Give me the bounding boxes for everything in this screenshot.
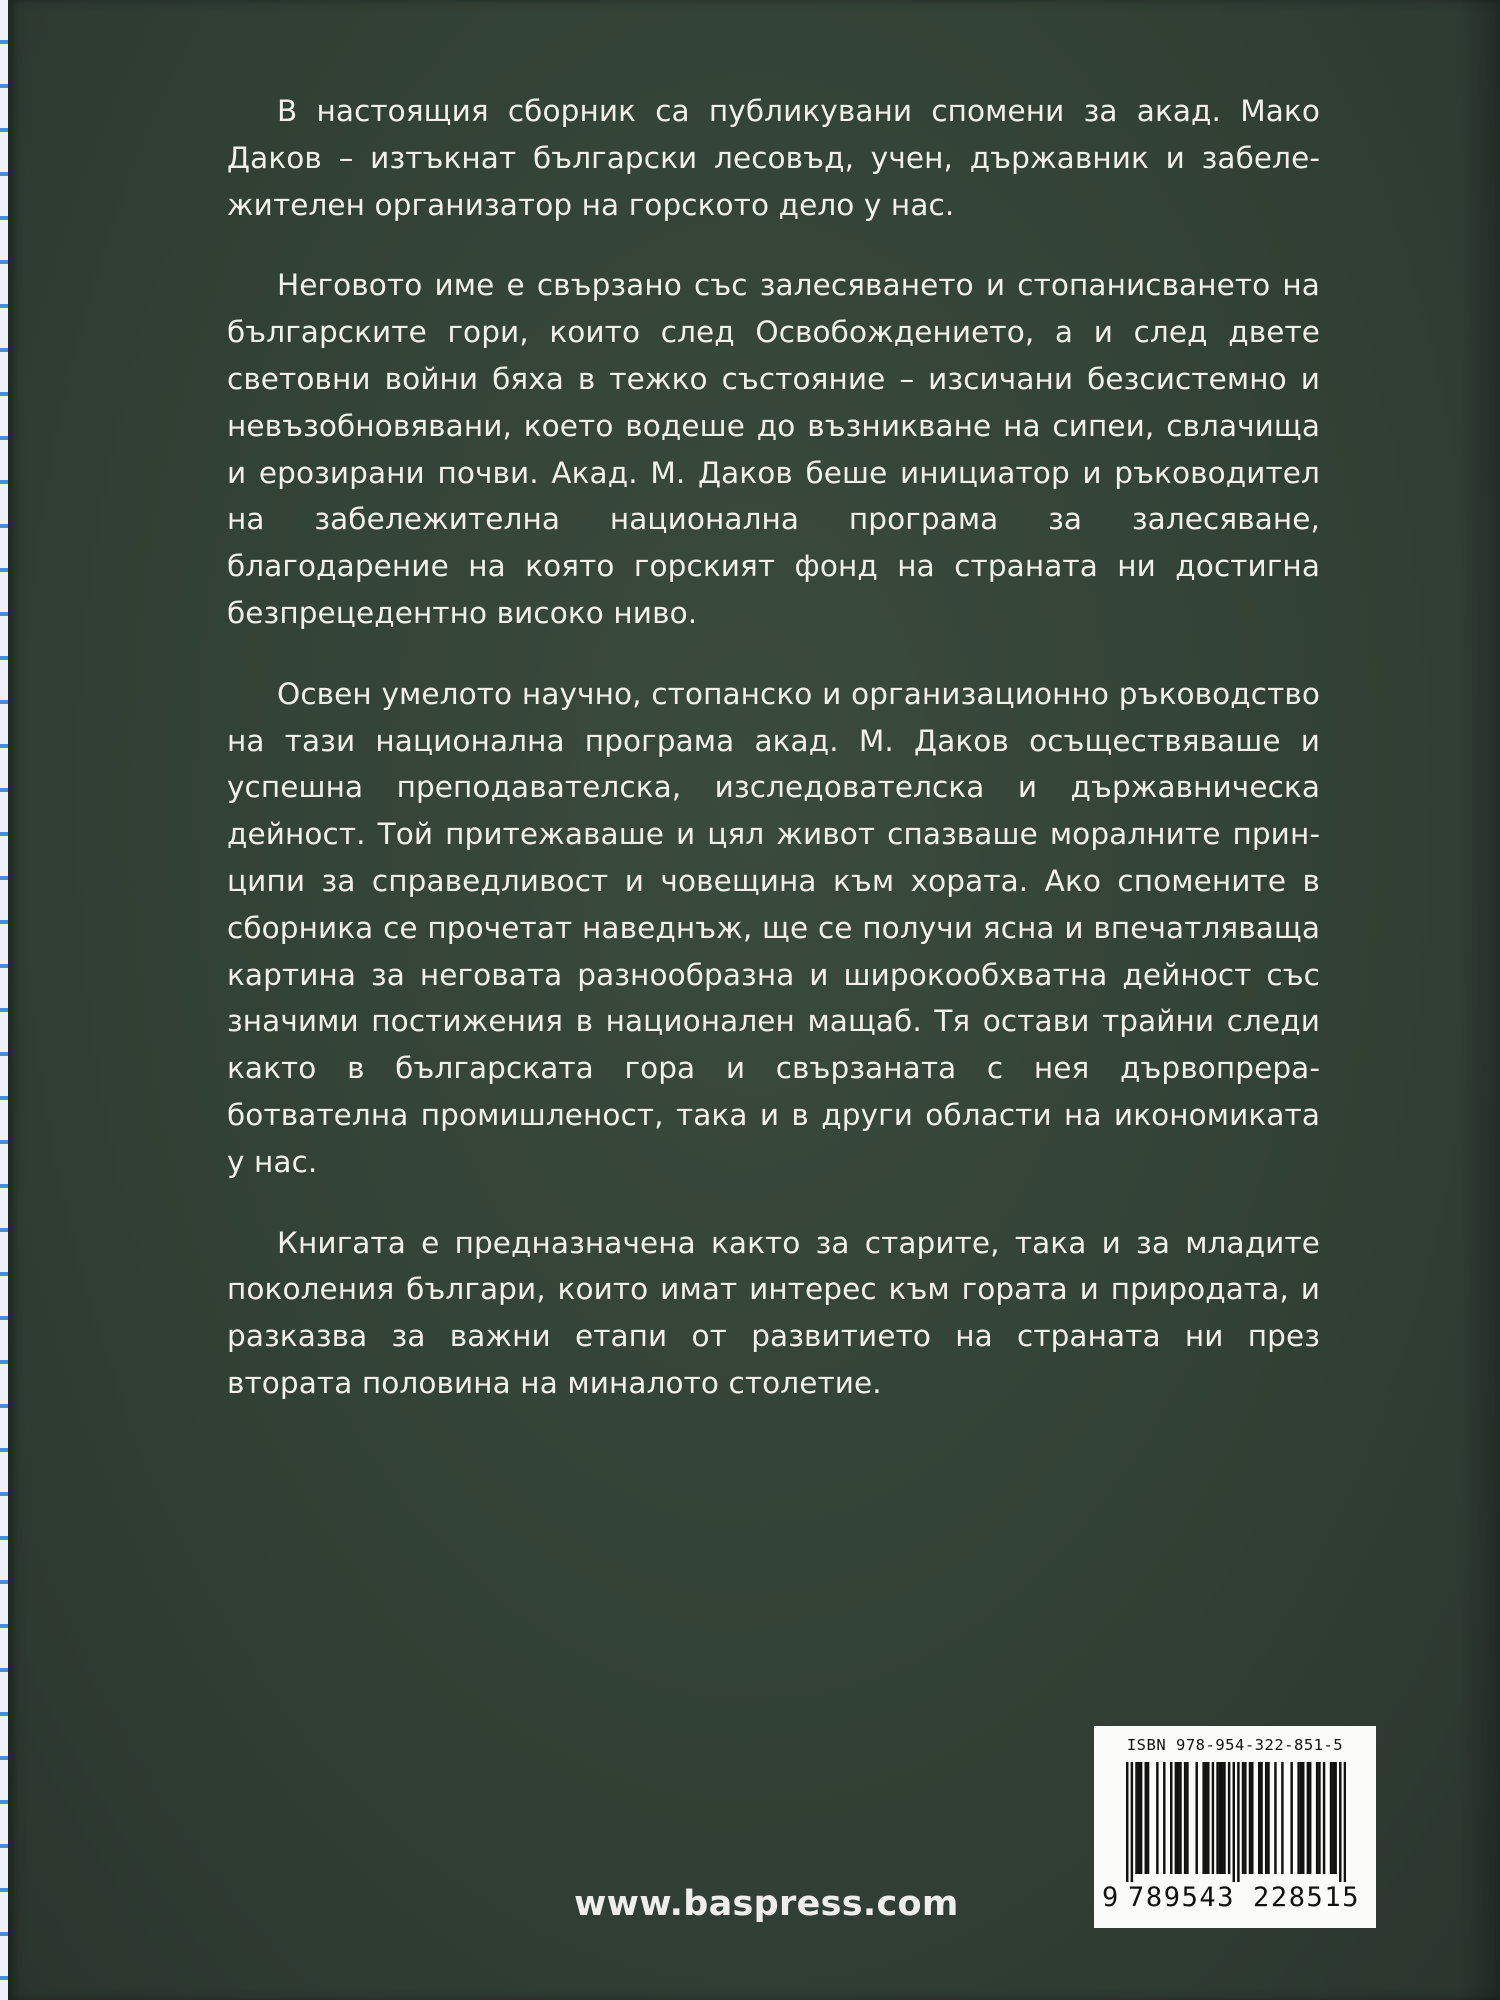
- barcode-digit-groups: 789543 228515: [1128, 1882, 1361, 1913]
- barcode-bar: [1131, 1762, 1133, 1882]
- barcode-bar: [1244, 1762, 1246, 1874]
- barcode-bar: [1212, 1762, 1214, 1874]
- barcode-bar: [1339, 1762, 1341, 1882]
- barcode-bar: [1145, 1762, 1147, 1874]
- cover-shadow: [1460, 0, 1500, 2000]
- barcode-bar: [1323, 1762, 1325, 1874]
- barcode-bar: [1228, 1762, 1230, 1874]
- barcode-bar: [1147, 1762, 1149, 1874]
- barcode-bar: [1309, 1762, 1311, 1874]
- barcode-bar: [1138, 1762, 1140, 1874]
- barcode-bar: [1281, 1762, 1283, 1874]
- paragraph-2: Неговото име е свързано със залесяването и стопанисването на българските гори, които след Освобождението, а и след двете световни войни бяха в тежко състояние – изсичани безсистемно и невъзобновявани, което водеше до възникване на сипеи, свлачища и ерозирани почви. Акад. М. Даков беше инициатор и ръководител на забележителна национална програма за залесяване, благодарение на която горският фонд на страната ни достигна безпрецедентно високо ниво.: [227, 268, 1320, 630]
- barcode-bar: [1186, 1762, 1188, 1874]
- barcode-bar: [1177, 1762, 1179, 1874]
- barcode-bar: [1216, 1762, 1218, 1874]
- barcode-bar: [1307, 1762, 1309, 1874]
- barcode-bar: [1290, 1762, 1292, 1874]
- isbn-barcode: [1094, 1726, 1376, 1928]
- barcode-bar: [1300, 1762, 1302, 1874]
- description-text: [227, 88, 1320, 1441]
- barcode-bar: [1332, 1762, 1334, 1874]
- barcode-bar: [1223, 1762, 1225, 1874]
- barcode-first-digit: 9: [1102, 1882, 1119, 1913]
- barcode-bar: [1242, 1762, 1244, 1874]
- barcode-bar: [1207, 1762, 1209, 1874]
- barcode-bar: [1334, 1762, 1336, 1874]
- paragraph-3: Освен умелото научно, стопанско и организационно ръководство на тази национална програма акад. М. Даков осъществяваше и успешна преподавателска, изследователска и държавническа дейност. Той притежаваше и цял живот спазваше моралните принципи за справедливост и човещина към хората. Ако спомените в сборника се прочетат наведнъж, ще се получи ясна и впечатляваща картина за неговата разнообразна и широкообхватна дейност със значими постижения в национален мащаб. Тя остави трайни следи както в българската гора и свързаната с нея дървопреработвателна промишленост, така и в други области на икономиката у нас.: [227, 676, 1320, 1179]
- barcode-bar: [1274, 1762, 1276, 1874]
- barcode-bar: [1221, 1762, 1223, 1874]
- barcode-bar: [1219, 1762, 1221, 1874]
- barcode-bar: [1195, 1762, 1197, 1874]
- barcode-bar: [1316, 1762, 1318, 1874]
- barcode-bar: [1344, 1762, 1346, 1882]
- barcode-bar: [1175, 1762, 1177, 1874]
- barcode-bar: [1163, 1762, 1165, 1874]
- barcode-bar: [1237, 1762, 1239, 1882]
- barcode-bar: [1302, 1762, 1304, 1874]
- barcode-bar: [1260, 1762, 1262, 1874]
- barcode-bar: [1265, 1762, 1267, 1874]
- barcode-bar: [1251, 1762, 1253, 1874]
- barcode-bar: [1258, 1762, 1260, 1874]
- barcode-bar: [1156, 1762, 1158, 1874]
- barcode-bars: [1126, 1762, 1346, 1882]
- barcode-bar: [1202, 1762, 1204, 1874]
- barcode-bar: [1135, 1762, 1137, 1874]
- barcode-bar: [1184, 1762, 1186, 1874]
- isbn-label: ISBN 978-954-322-851-5: [1126, 1736, 1344, 1754]
- barcode-bar: [1318, 1762, 1320, 1874]
- barcode-bar: [1205, 1762, 1207, 1874]
- barcode-bar: [1297, 1762, 1299, 1874]
- barcode-bar: [1330, 1762, 1332, 1874]
- barcode-bar: [1140, 1762, 1142, 1874]
- barcode-bar: [1126, 1762, 1128, 1882]
- barcode-bar: [1267, 1762, 1269, 1874]
- barcode-bar: [1179, 1762, 1181, 1874]
- publisher-website: www.baspress.com: [574, 1884, 959, 1924]
- paragraph-4: Книгата е предназначена както за старите, така и за младите поколения българи, които имат интерес към гората и природата, и разказва за важни етапи от развитието на страната ни през втората половина на миналото столетие.: [227, 1225, 1320, 1400]
- barcode-bar: [1170, 1762, 1172, 1874]
- barcode-bar: [1233, 1762, 1235, 1882]
- barcode-bar: [1249, 1762, 1251, 1874]
- paragraph-1: В настоящия сборник са публикувани спомени за акад. Мако Даков – изтъкнат български лесовъд, учен, държавник и забележителен организатор на горското дело у нас.: [227, 94, 1320, 222]
